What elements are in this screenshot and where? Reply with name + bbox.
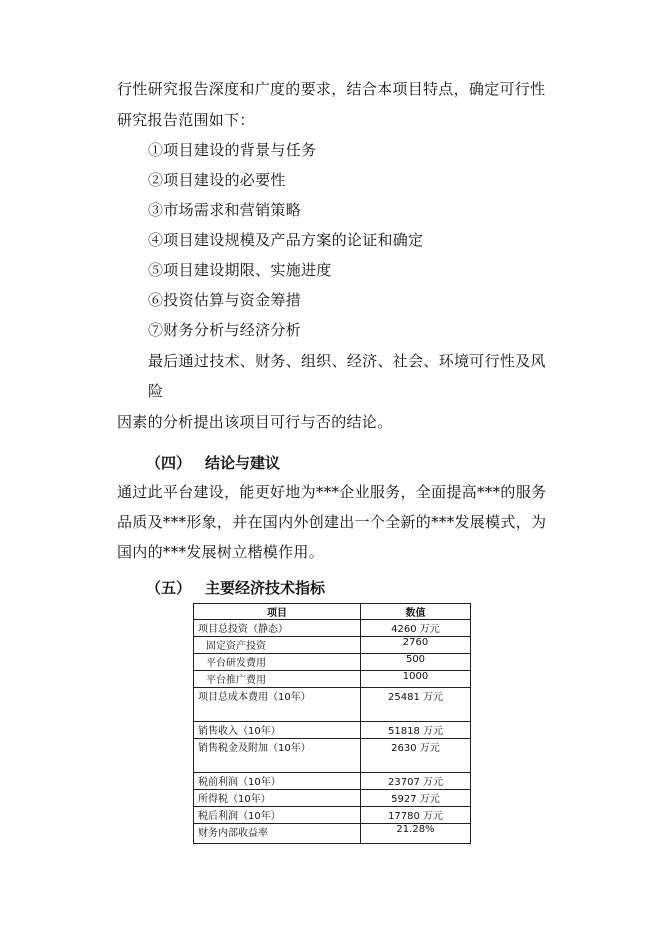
- table-row: [194, 637, 471, 654]
- row-value: 500: [361, 654, 471, 671]
- table-row: [194, 688, 471, 722]
- row-name: 财务内部收益率: [194, 824, 361, 844]
- row-value: 17780 万元: [361, 807, 471, 824]
- table-row: [194, 739, 471, 773]
- section-number: （四）: [146, 454, 192, 472]
- row-name: 税后利润（10年）: [194, 807, 361, 824]
- section-title: 结论与建议: [205, 454, 281, 472]
- section-heading: [146, 578, 325, 598]
- section-number: （五）: [146, 579, 192, 597]
- table-row: [194, 722, 471, 739]
- row-value: 1000: [361, 671, 471, 688]
- table-row: [194, 620, 471, 637]
- row-name: 项目总投资（静态）: [194, 620, 361, 637]
- row-value: 21.28%: [361, 824, 471, 844]
- column-header: 项目: [194, 604, 361, 620]
- section-body-line: 通过此平台建设，能更好地为***企业服务，全面提高***的服务: [117, 483, 547, 501]
- table-header-row: [194, 604, 471, 620]
- row-name: 项目总成本费用（10年）: [194, 688, 361, 722]
- economic-indicators-table: [193, 603, 471, 844]
- table-row: [194, 807, 471, 824]
- row-value: 2760: [361, 637, 471, 654]
- closing-line: 险: [148, 382, 164, 400]
- table-row: [194, 824, 471, 844]
- section-body-line: 国内的***发展树立楷模作用。: [117, 543, 325, 561]
- scope-item: ④项目建设规模及产品方案的论证和确定: [148, 231, 424, 249]
- closing-line: 最后通过技术、财务、组织、经济、社会、环境可行性及风: [148, 352, 546, 370]
- paragraph-line: 研究报告范围如下：: [117, 111, 255, 129]
- row-value: 4260 万元: [361, 620, 471, 637]
- row-name: 税前利润（10年）: [194, 773, 361, 790]
- row-name: 平台推广费用: [194, 671, 361, 688]
- row-name: 所得税（10年）: [194, 790, 361, 807]
- row-name: 平台研发费用: [194, 654, 361, 671]
- row-value: 5927 万元: [361, 790, 471, 807]
- closing-line: 因素的分析提出该项目可行与否的结论。: [117, 413, 393, 431]
- table-row: [194, 790, 471, 807]
- row-value: 23707 万元: [361, 773, 471, 790]
- scope-item: ⑥投资估算与资金筹措: [148, 291, 302, 309]
- table-row: [194, 671, 471, 688]
- scope-item: ⑤项目建设期限、实施进度: [148, 261, 332, 279]
- row-name: 固定资产投资: [194, 637, 361, 654]
- row-name: 销售收入（10年）: [194, 722, 361, 739]
- scope-item: ②项目建设的必要性: [148, 171, 286, 189]
- table-row: [194, 773, 471, 790]
- table-row: [194, 654, 471, 671]
- scope-item: ③市场需求和营销策略: [148, 201, 302, 219]
- section-heading: [146, 453, 280, 473]
- row-value: 2630 万元: [361, 739, 471, 773]
- row-value: 25481 万元: [361, 688, 471, 722]
- scope-item: ①项目建设的背景与任务: [148, 141, 317, 159]
- scope-item: ⑦财务分析与经济分析: [148, 321, 302, 339]
- section-title: 主要经济技术指标: [205, 579, 326, 597]
- paragraph-line: 行性研究报告深度和广度的要求，结合本项目特点，确定可行性: [117, 80, 546, 98]
- column-header: 数值: [361, 604, 471, 620]
- row-value: 51818 万元: [361, 722, 471, 739]
- row-name: 销售税金及附加（10年）: [194, 739, 361, 773]
- section-body-line: 品质及***形象，并在国内外创建出一个全新的***发展模式，为: [117, 513, 547, 531]
